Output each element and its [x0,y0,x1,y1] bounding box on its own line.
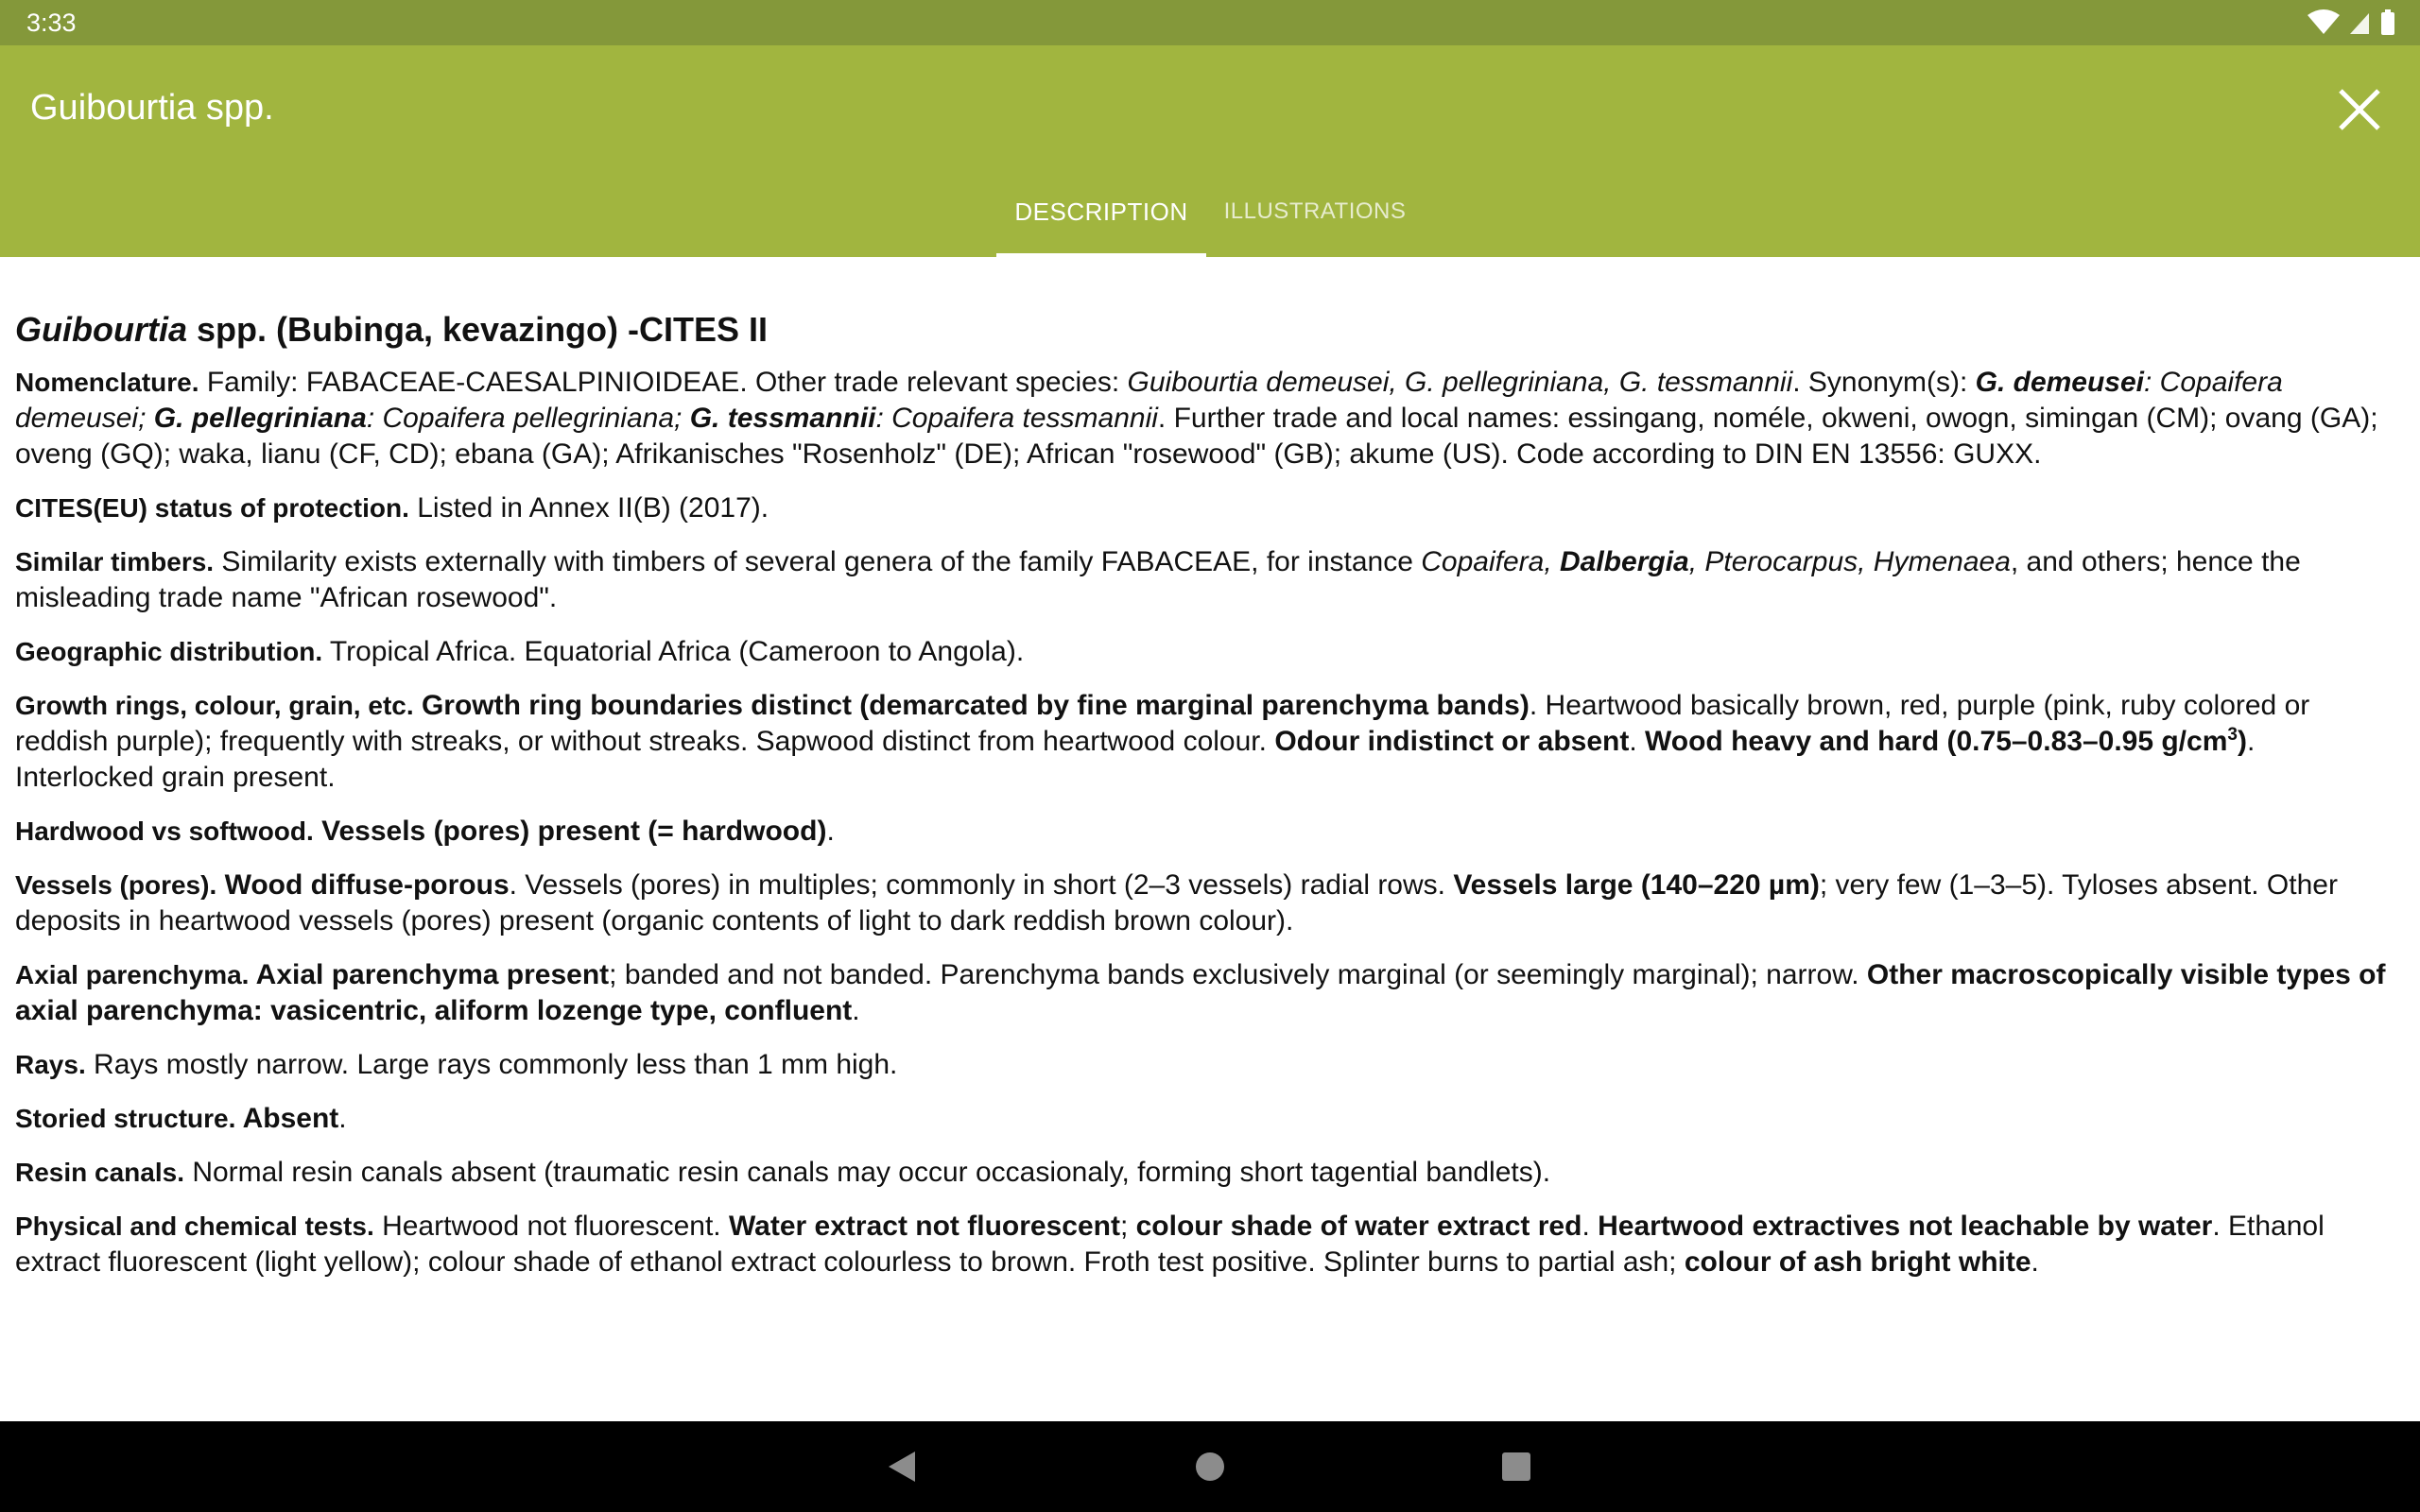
synonym-value: : Copaifera pellegriniana; [366,403,690,434]
physical-tests-feature: Heartwood extractives not leachable by water [1598,1211,2213,1242]
navigation-bar [0,1421,2420,1512]
nomenclature-section [15,365,2397,472]
physical-tests-feature: Water extract not fluorescent [728,1211,1120,1242]
similar-timbers-text: Similarity exists externally with timbers of several genera of the family FABACEAE, for instance [214,546,1422,577]
nomenclature-text: Family: FABACEAE-CAESALPINIOIDEAE. Other trade relevant species: [199,367,1128,398]
status-icons [2307,9,2397,36]
cites-label: CITES(EU) status of protection. [15,493,409,523]
page-title: Guibourtia spp. [30,88,274,128]
vessels-text: . Vessels (pores) in multiples; commonly in short (2–3 vessels) radial rows. [509,869,1454,901]
growth-rings-text: . Interlocked grain present. [15,726,2256,793]
synonym-name: G. demeusei [1975,367,2145,398]
species-heading [15,308,2397,352]
app-bar [0,45,2420,257]
axial-parenchyma-label: Axial parenchyma. [15,960,250,989]
tab-description[interactable] [996,189,1206,257]
close-button[interactable] [2329,79,2390,140]
close-icon[interactable] [2329,79,2390,140]
nomenclature-species: Guibourtia demeusei, G. pellegriniana, G. tessmannii [1127,367,1793,398]
battery-icon [2380,9,2395,36]
physical-tests-text: Heartwood not fluorescent. [373,1211,729,1242]
home-icon[interactable] [1187,1444,1233,1489]
genus-name: Dalbergia [1560,546,1689,577]
species-heading-rest: spp. (Bubinga, kevazingo) -CITES II [187,310,769,349]
synonym-value: : Copaifera tessmannii [875,403,1158,434]
resin-canals-section [15,1155,2397,1191]
synonym-name: G. pellegriniana [153,403,367,434]
vessels-section [15,868,2397,939]
resin-canals-label: Resin canals. [15,1158,184,1187]
tab-indicator [996,253,1206,257]
geographic-section [15,634,2397,670]
growth-rings-section [15,688,2397,796]
physical-tests-text: . [2031,1246,2039,1278]
rays-text: Rays mostly narrow. Large rays commonly less than 1 mm high. [85,1049,898,1080]
hardwood-feature: Vessels (pores) present (= hardwood) [313,816,827,847]
synonym-name: G. tessmannii [689,403,876,434]
rays-section [15,1047,2397,1083]
back-button[interactable] [881,1444,926,1489]
tab-illustrations-label: ILLUSTRATIONS [1223,198,1407,224]
physical-tests-text: . [1582,1211,1599,1242]
odour-feature: Odour indistinct or absent [1274,726,1630,757]
genus-name: Copaifera, [1421,546,1560,577]
nomenclature-label: Nomenclature. [15,368,199,397]
geographic-text: Tropical Africa. Equatorial Africa (Cameroon to Angola). [322,636,1025,667]
tab-description-label: DESCRIPTION [1014,198,1188,226]
similar-timbers-section [15,544,2397,616]
storied-structure-section [15,1101,2397,1137]
synonym-value: : Copaifera demeusei; [15,367,2283,434]
growth-rings-text: . [1629,726,1645,757]
recents-button[interactable] [1494,1444,1539,1489]
cites-section [15,490,2397,526]
vessels-text: ; very few (1–3–5). Tyloses absent. Other deposits in heartwood vessels (pores) present (organic contents of light to dark reddish brown colour). [15,869,2338,936]
tab-illustrations[interactable] [1206,189,1424,257]
resin-canals-text: Normal resin canals absent (traumatic resin canals may occur occasionaly, forming short tagential bandlets). [183,1157,1551,1188]
axial-parenchyma-feature: Axial parenchyma present [249,959,610,990]
signal-icon [2348,9,2371,36]
hardwood-section [15,814,2397,850]
description-content [15,295,2397,1298]
hardwood-text: . [826,816,835,847]
status-bar [0,0,2420,45]
rays-label: Rays. [15,1050,86,1079]
axial-parenchyma-text: ; banded and not banded. Parenchyma bands exclusively marginal (or seemingly marginal); narrow. [609,959,1867,990]
wifi-icon [2307,9,2341,36]
back-icon[interactable] [881,1444,926,1489]
vessels-feature: Vessels large (140–220 µm) [1453,869,1820,901]
hardwood-label: Hardwood vs softwood. [15,816,314,846]
storied-structure-feature: Absent [235,1103,339,1134]
nomenclature-text: . Synonym(s): [1792,367,1976,398]
vessels-label: Vessels (pores). [15,870,217,900]
physical-tests-feature: colour shade of water extract red [1135,1211,1582,1242]
similar-timbers-text: , and others; hence the misleading trade name "African rosewood". [15,546,2301,613]
density-feature: Wood heavy and hard (0.75–0.83–0.95 g/cm [1645,726,2228,757]
axial-parenchyma-section [15,957,2397,1029]
growth-rings-label: Growth rings, colour, grain, etc. [15,691,414,720]
storied-structure-label: Storied structure. [15,1104,236,1133]
physical-tests-feature: colour of ash bright white [1684,1246,2031,1278]
physical-tests-text: . Ethanol extract fluorescent (light yellow); colour shade of ethanol extract colourless to brown. Froth test positive. Splinter burns to partial ash; [15,1211,2325,1278]
similar-timbers-label: Similar timbers. [15,547,215,576]
axial-parenchyma-text: . [852,995,860,1026]
status-time: 3:33 [26,9,77,37]
physical-tests-text: ; [1119,1211,1136,1242]
vessels-feature: Wood diffuse-porous [216,869,510,901]
density-unit-exponent: 3 [2227,725,2238,745]
axial-parenchyma-feature: Other macroscopically visible types of axial parenchyma: vasicentric, aliform lozenge type, confluent [15,959,2386,1026]
storied-structure-text: . [338,1103,347,1134]
nomenclature-text: . Further trade and local names: essingang, noméle, okweni, owogn, simingan (CM); ovang (GA); oveng (GQ); waka, lianu (CF, CD); ebana (GA); Afrikanisches "Rosenholz" (DE); African "rosewood" (GB); akume (US). Code according to DIN EN 13556: GUXX. [15,403,2378,470]
growth-rings-feature: Growth ring boundaries distinct (demarcated by fine marginal parenchyma bands) [413,690,1530,721]
geographic-label: Geographic distribution. [15,637,323,666]
growth-rings-text: . Heartwood basically brown, red, purple (pink, ruby colored or reddish purple); frequently with streaks, or without streaks. Sapwood distinct from heartwood colour. [15,690,2310,757]
genus-name: , Pterocarpus, Hymenaea [1688,546,2011,577]
species-genus: Guibourtia [15,310,187,349]
density-feature: ) [2237,726,2247,757]
cites-text: Listed in Annex II(B) (2017). [408,492,769,524]
physical-tests-label: Physical and chemical tests. [15,1211,374,1241]
recents-icon[interactable] [1494,1444,1539,1489]
physical-tests-section [15,1209,2397,1280]
home-button[interactable] [1187,1444,1233,1489]
